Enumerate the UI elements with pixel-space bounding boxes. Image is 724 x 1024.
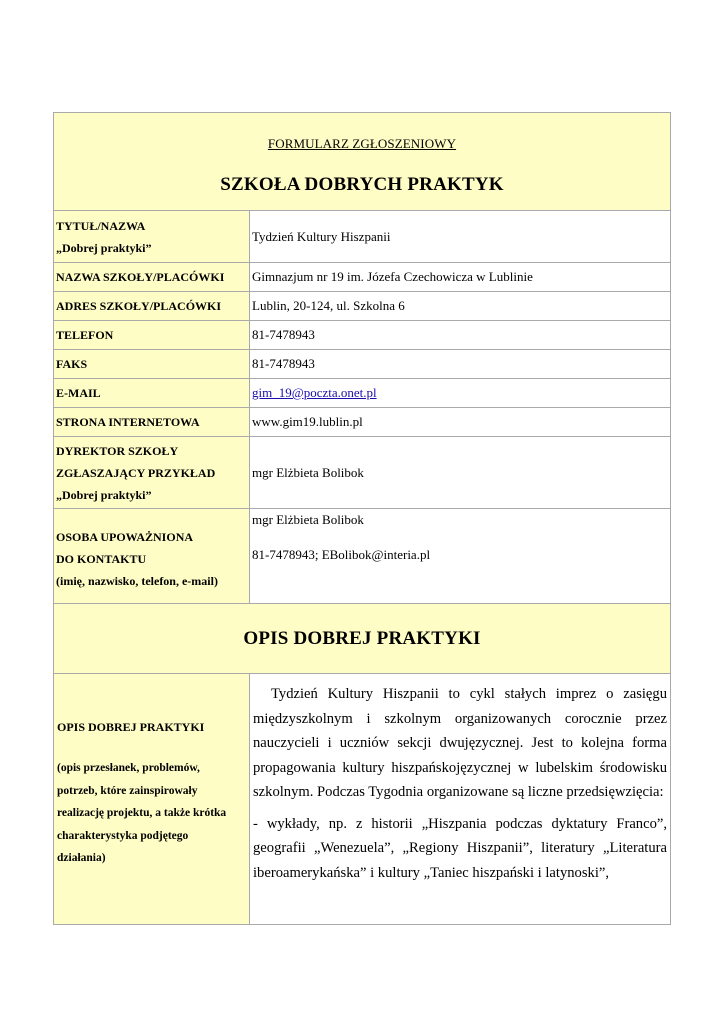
description-paragraph-2: - wykłady, np. z historii „Hiszpania podczas dyktatury Franco”, geografii „Wenezuela”, „Regiony Hiszpanii”, literatury „Literatura iberoamerykańska” i kultury „Taniec hiszpański i latynoski”, xyxy=(253,815,667,881)
label-description: OPIS DOBREJ PRAKTYKI (opis przesłanek, problemów, potrzeb, które zainspirowały realizację projektu, a także krótka charakterystyka podjętego działania) xyxy=(54,674,250,924)
section-title: OPIS DOBREJ PRAKTYKI xyxy=(54,604,670,674)
form-header xyxy=(54,113,670,211)
application-form xyxy=(53,112,671,925)
label-website: STRONA INTERNETOWA xyxy=(54,408,250,436)
row-email xyxy=(54,379,670,408)
value-email xyxy=(250,379,670,407)
row-fax xyxy=(54,350,670,379)
value-phone: 81-7478943 xyxy=(252,327,315,342)
row-website xyxy=(54,408,670,437)
label-school-address: ADRES SZKOŁY/PLACÓWKI xyxy=(54,292,250,320)
row-school-address xyxy=(54,292,670,321)
form-kicker: FORMULARZ ZGŁOSZENIOWY xyxy=(267,136,457,151)
value-description xyxy=(250,674,670,924)
value-contact-person: mgr Elżbieta Bolibok 81-7478943; EBolibok@interia.pl xyxy=(252,512,431,562)
label-school-name: NAZWA SZKOŁY/PLACÓWKI xyxy=(54,263,250,291)
row-title xyxy=(54,211,670,263)
label-fax: FAKS xyxy=(54,350,250,378)
value-title: Tydzień Kultury Hiszpanii xyxy=(252,228,391,244)
row-description xyxy=(54,674,670,924)
label-director: DYREKTOR SZKOŁY ZGŁASZAJĄCY PRZYKŁAD „Dobrej praktyki” xyxy=(54,437,250,508)
label-contact-person: OSOBA UPOWAŻNIONA DO KONTAKTU (imię, nazwisko, telefon, e-mail) xyxy=(54,509,250,603)
value-website: www.gim19.lublin.pl xyxy=(252,414,363,429)
value-fax: 81-7478943 xyxy=(252,356,315,371)
label-title: TYTUŁ/NAZWA „Dobrej praktyki” xyxy=(54,211,250,262)
row-phone xyxy=(54,321,670,350)
value-school-name: Gimnazjum nr 19 im. Józefa Czechowicza w Lublinie xyxy=(252,269,533,284)
label-phone: TELEFON xyxy=(54,321,250,349)
row-contact-person xyxy=(54,509,670,604)
email-link[interactable]: gim_19@poczta.onet.pl xyxy=(252,385,377,400)
description-paragraph-1: Tydzień Kultury Hiszpanii to cykl stałych imprez o zasięgu międzyszkolnym i szkolnym organizowanych corocznie przez nauczycieli i uczniów sekcji dwujęzycznej. Jest to kolejna forma propagowania kultury hiszpańskojęzycznej w lubelskim środowisku szkolnym. Podczas Tygodnia organizowane są liczne przedsięwzięcia: xyxy=(253,686,667,800)
form-title: SZKOŁA DOBRYCH PRAKTYK xyxy=(220,174,504,195)
value-school-address: Lublin, 20-124, ul. Szkolna 6 xyxy=(252,298,405,313)
row-director xyxy=(54,437,670,509)
value-director: mgr Elżbieta Bolibok xyxy=(252,464,364,480)
label-email: E-MAIL xyxy=(54,379,250,407)
row-school-name xyxy=(54,263,670,292)
